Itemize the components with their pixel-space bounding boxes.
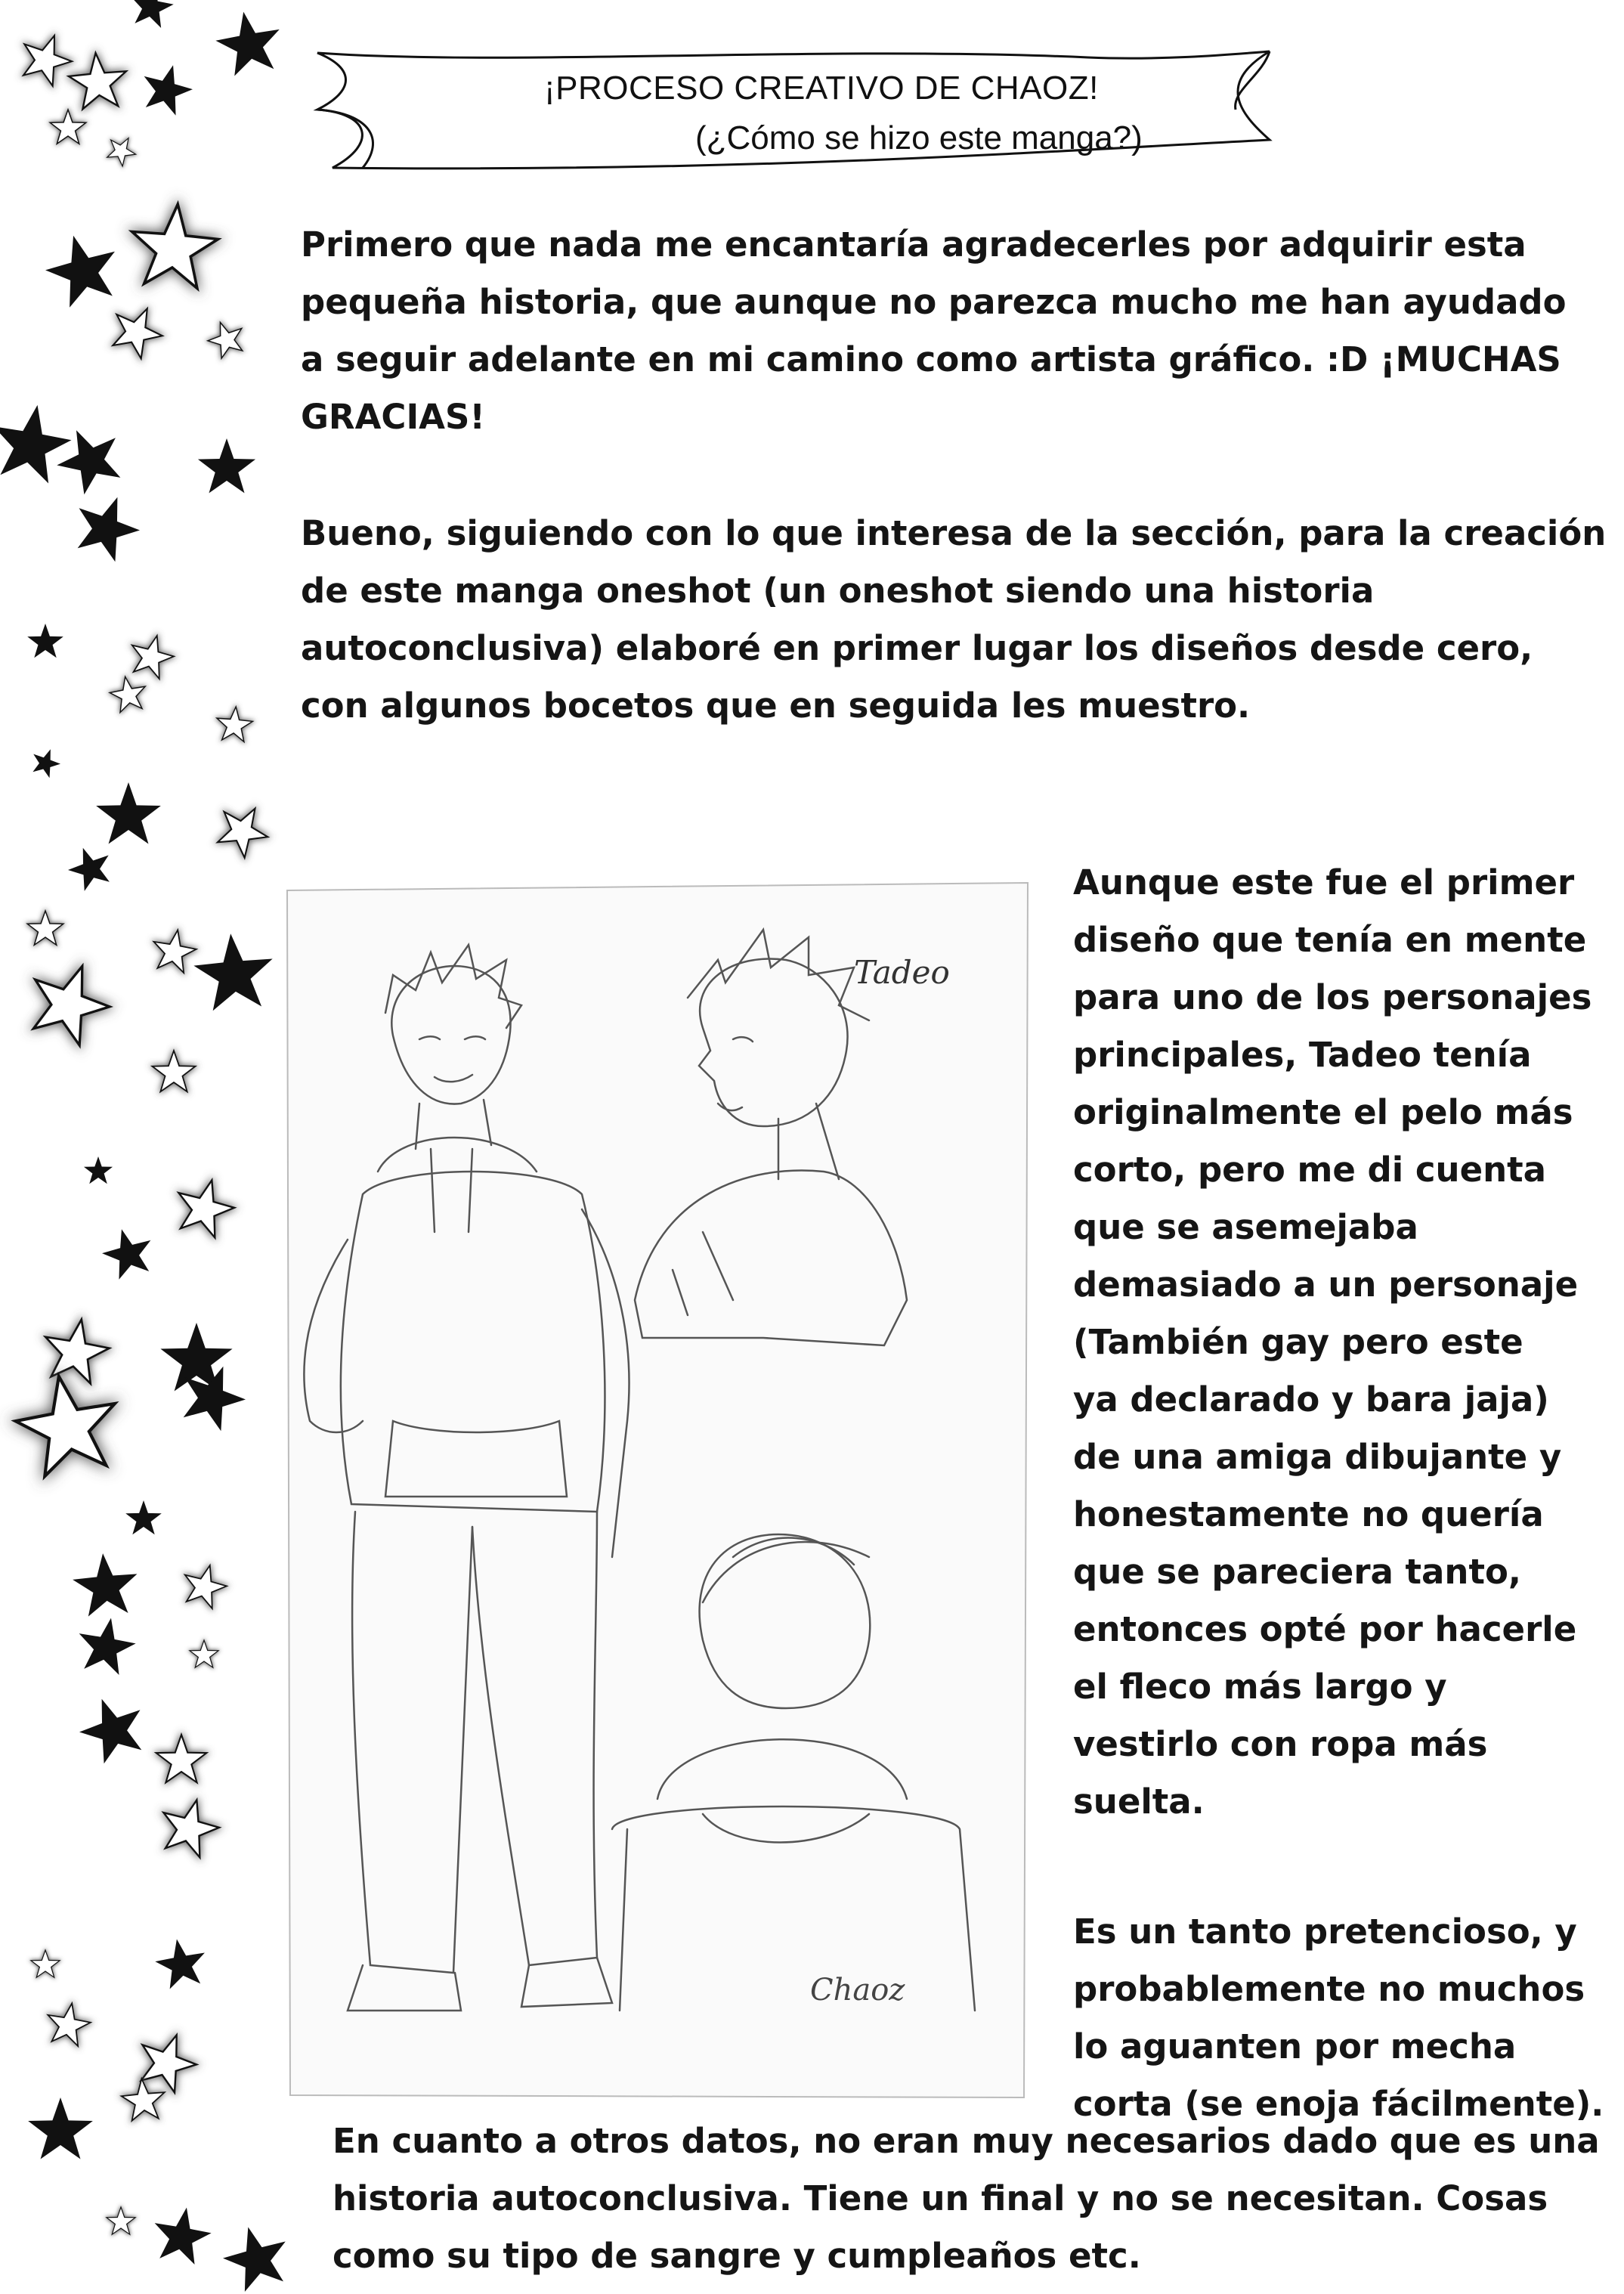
star-outline-icon [203, 316, 249, 361]
star-icon [212, 6, 286, 78]
star-icon [27, 624, 63, 658]
star-outline-icon [104, 298, 170, 363]
star-outline-icon [190, 1640, 218, 1667]
star-outline-icon [152, 1051, 195, 1091]
star-icon [191, 930, 277, 1012]
star-icon [149, 2203, 215, 2267]
stars-decoration [0, 0, 287, 2294]
star-icon [125, 1500, 162, 1534]
star-outline-icon [102, 131, 141, 169]
star-outline-icon [155, 1793, 224, 1861]
star-icon [73, 1613, 140, 1677]
star-outline-icon [170, 1173, 240, 1241]
star-icon [71, 1688, 153, 1768]
star-outline-icon [27, 911, 63, 945]
star-outline-icon [50, 110, 86, 144]
star-icon [217, 2218, 287, 2294]
process-paragraph: Bueno, siguiendo con lo que interesa de la sección, para la creación de este manga oneshot (un oneshot siendo una historia autoconclusiva) elaboré en primer lugar los diseños desde cero, con algunos bocetos que en seguida les muestro. [301, 513, 1607, 726]
star-icon-group [0, 0, 287, 2294]
closing-paragraph: En cuanto a otros datos, no eran muy necesarios dado que es una historia autoconclusiva. Tiene un final y no se necesitan. Cosas como su tipo de sangre y cumpleaños etc. [333, 2121, 1600, 2276]
star-outline-icon [107, 2207, 135, 2234]
star-icon [198, 438, 255, 493]
star-icon [70, 1550, 140, 1618]
intro-paragraph: Primero que nada me encantaría agradecerles por adquirir esta pequeña historia, que aunque no parezca mucho me han ayudado a seguir adelante en mi camino como artista gráfico. :D ¡MUCHAS GRACIAS! [301, 224, 1567, 437]
character-sketch [280, 877, 1035, 2101]
star-icon [39, 226, 125, 311]
star-icon [63, 841, 117, 894]
star-outline-icon [128, 200, 221, 289]
star-outline-icon [20, 952, 119, 1050]
star-icon [66, 486, 147, 566]
star-icon [97, 1223, 159, 1282]
sketch-signature: Chaoz [810, 1973, 905, 2008]
star-icon [28, 745, 64, 780]
star-icon [136, 59, 197, 118]
star-icon [28, 2097, 93, 2159]
star-icon [96, 782, 161, 844]
star-outline-icon [31, 1950, 60, 1977]
star-outline-icon [120, 2077, 167, 2122]
star-icon [127, 0, 177, 29]
star-icon [152, 1935, 210, 1991]
star-icon [84, 1156, 113, 1184]
star-outline-icon [125, 630, 178, 681]
star-icon [47, 416, 131, 500]
star-outline-icon [215, 705, 254, 742]
banner-subtitle: (¿Cómo se hizo este manga?) [695, 119, 1143, 156]
star-outline-icon [67, 51, 129, 110]
star-outline-icon [156, 1735, 207, 1782]
personality-paragraph: Es un tanto pretencioso, y probablemente no muchos lo aguanten por mecha corta (se enoja fácilmente). [1073, 1912, 1604, 2124]
star-outline-icon [14, 27, 78, 89]
star-icon [0, 398, 76, 486]
banner-title: ¡PROCESO CREATIVO DE CHAOZ! [544, 70, 1099, 107]
design-paragraph: Aunque este fue el primer diseño que tenía en mente para uno de los personajes principales, Tadeo tenía originalmente el pelo más corto, pero me di cuenta que se asemejaba demasiado a un personaje (También gay pero este ya declarado y bara jaja) de una amiga dibujante y honestamente no quería que se pareciera tanto, entonces opté por hacerle el fleco más largo y vestirlo con ropa más suelta. [1073, 862, 1592, 1822]
title-banner [287, 38, 1285, 181]
sketch-name-label: Tadeo [854, 954, 950, 991]
star-outline-icon [209, 796, 277, 862]
star-outline-icon [178, 1560, 230, 1611]
